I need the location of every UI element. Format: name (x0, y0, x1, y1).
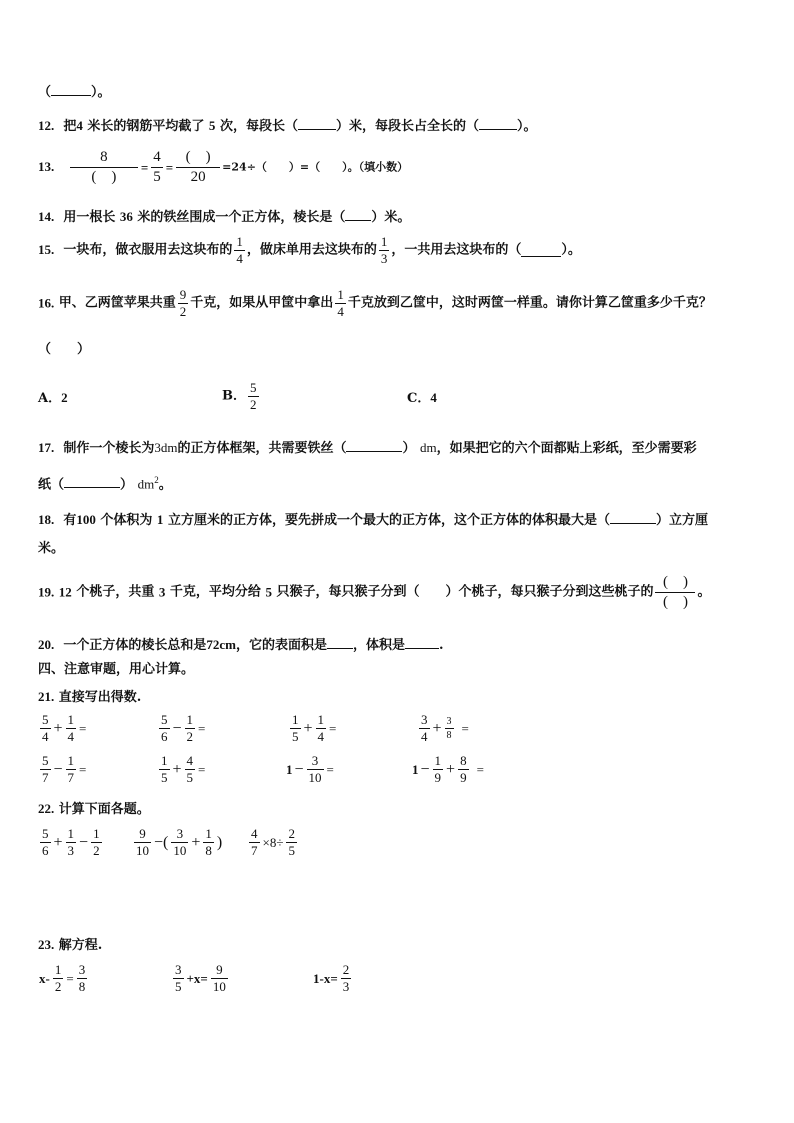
equation: x- $\frac{1}{2}$ = $\frac{3}{8}$ (39, 962, 86, 994)
calc-item: $\frac{3}{4}$ + $\frac{3}{8}$ = (421, 712, 469, 744)
fraction: $\frac{1}{8}$ (205, 826, 212, 858)
question-16: 16. 甲、乙两筐苹果共重 $\frac{9}{2}$ 千克，如果从甲筐中拿出 $\frac{1}{4}$ 千克放到乙筐中，这时两筐一样重。请你计算乙筐重多少千克？ (38, 287, 712, 319)
calc-item: $\frac{1}{5}$ + $\frac{4}{5}$ = (161, 753, 206, 785)
fraction: $\frac{3}{8}$ (446, 716, 452, 741)
fraction: $\frac{3}{8}$ (78, 962, 86, 994)
calc-expression: $\frac{9}{10}$ −( $\frac{3}{10}$ + $\frac{1}{8}$ ) (136, 826, 223, 858)
option-b[interactable]: B． $\frac{5}{2}$ (222, 380, 257, 412)
fraction: $\frac{1}{4}$ (317, 712, 325, 744)
answer-blank[interactable] (64, 475, 120, 488)
answer-paren: （ ） (38, 342, 91, 357)
fraction: $\frac{1}{4}$ (67, 712, 75, 744)
calc-expression: $\frac{5}{6}$ + $\frac{1}{3}$ − $\frac{1}{2}$ (42, 826, 100, 858)
question-22-title: 22. 计算下面各题。 (38, 801, 150, 817)
question-13: 13. 8 ( ) = $\frac{4}{5}$ = ( ) 20 =24÷（ ）=（ ）。（填小数） (38, 149, 409, 185)
fraction: $\frac{3}{5}$ (175, 962, 182, 994)
calc-item: 1 − $\frac{3}{10}$ = (286, 753, 334, 785)
fraction: $\frac{1}{3}$ (380, 234, 388, 266)
fraction: $\frac{1}{7}$ (67, 753, 75, 785)
calc-item: 1 − $\frac{1}{9}$ + $\frac{8}{9}$ = (412, 753, 484, 785)
question-18-cont: 米。 (38, 541, 65, 556)
answer-blank[interactable] (327, 636, 353, 649)
answer-blank[interactable] (345, 208, 371, 221)
fraction: $\frac{2}{3}$ (342, 962, 350, 994)
calc-item: $\frac{5}{7}$ − $\frac{1}{7}$ = (42, 753, 87, 785)
answer-blank[interactable] (346, 439, 402, 452)
fraction: ( ) ( ) (655, 573, 695, 612)
fraction: $\frac{4}{7}$ (251, 826, 258, 858)
fraction: $\frac{4}{5}$ (186, 753, 194, 785)
fraction: $\frac{9}{2}$ (179, 287, 187, 319)
answer-blank[interactable] (51, 83, 91, 96)
fraction: $\frac{3}{4}$ (421, 712, 428, 744)
answer-blank[interactable] (479, 117, 517, 130)
fraction: $\frac{5}{7}$ (42, 753, 49, 785)
option-c[interactable]: C．4 (407, 390, 437, 406)
equation: $\frac{3}{5}$ +x= $\frac{9}{10}$ (175, 962, 226, 994)
fraction: $\frac{4}{5}$ (153, 149, 161, 185)
fraction: $\frac{5}{6}$ (42, 826, 49, 858)
calc-expression: $\frac{4}{7}$ ×8÷ $\frac{2}{5}$ (251, 826, 295, 858)
fraction: $\frac{8}{9}$ (460, 753, 467, 785)
answer-blank[interactable] (521, 244, 561, 257)
calc-item: $\frac{1}{5}$ + $\frac{1}{4}$ = (292, 712, 337, 744)
fraction: $\frac{1}{2}$ (54, 962, 62, 994)
question-20: 20. 一个正方体的棱长总和是72cm，它的表面积是 ，体积是 . (38, 637, 444, 653)
answer-blank[interactable] (405, 636, 439, 649)
answer-blank[interactable] (610, 511, 656, 524)
fraction: $\frac{1}{4}$ (337, 287, 344, 319)
fraction: $\frac{9}{10}$ (136, 826, 149, 858)
question-21-title: 21. 直接写出得数. (38, 689, 142, 705)
fraction: $\frac{3}{10}$ (173, 826, 187, 858)
fraction: $\frac{1}{5}$ (292, 712, 299, 744)
fraction: $\frac{5}{2}$ (250, 380, 257, 412)
fraction: $\frac{1}{2}$ (186, 712, 194, 744)
question-12: 12. 把4 米长的钢筋平均截了 5 次，每段长（ ）米，每段长占全长的（ ）。 (38, 118, 537, 134)
equation: 1-x= $\frac{2}{3}$ (313, 962, 350, 994)
question-17: 17. 制作一个棱长为3dm的正方体框架，共需要铁丝（ ） dm，如果把它的六个面都贴上彩纸，至少需要彩 (38, 440, 697, 456)
question-14: 14. 用一根长 36 米的铁丝围成一个正方体，棱长是（ ）米。 (38, 209, 411, 225)
question-18: 18. 有100 个体积为 1 立方厘米的正方体，要先拼成一个最大的正方体，这个正方体的体积最大是（ ）立方厘 (38, 512, 708, 528)
calc-item: $\frac{5}{4}$ + $\frac{1}{4}$ = (42, 712, 87, 744)
fraction: $\frac{1}{5}$ (161, 753, 168, 785)
fraction: $\frac{2}{5}$ (288, 826, 295, 858)
fraction: ( ) 20 (176, 148, 220, 187)
fraction: 8 ( ) (70, 148, 138, 187)
fraction: $\frac{1}{3}$ (67, 826, 75, 858)
fraction: $\frac{1}{9}$ (434, 753, 442, 785)
q11-tail: （ ）。 (38, 85, 111, 100)
fraction: $\frac{5}{6}$ (161, 712, 168, 744)
question-19: 19. 12 个桃子，共重 3 千克，平均分给 5 只猴子，每只猴子分到（ ）个桃子，每只猴子分到这些桃子的 ( ) ( ) 。 (38, 574, 711, 610)
answer-blank[interactable] (298, 117, 336, 130)
calc-item: $\frac{5}{6}$ − $\frac{1}{2}$ = (161, 712, 206, 744)
question-17-cont: 纸（ ） $dm^2$。 (38, 475, 172, 493)
section-heading: 四、注意审题，用心计算。 (38, 662, 195, 677)
question-15: 15. 一块布，做衣服用去这块布的 $\frac{1}{4}$ ，做床单用去这块布的 $\frac{1}{3}$ ，一共用去这块布的（ ）。 (38, 234, 581, 266)
option-a[interactable]: A．2 (38, 390, 68, 406)
fraction: $\frac{1}{2}$ (93, 826, 100, 858)
fraction: $\frac{3}{10}$ (308, 753, 322, 785)
question-23-title: 23. 解方程. (38, 937, 103, 953)
fraction: $\frac{5}{4}$ (42, 712, 49, 744)
fraction: $\frac{1}{4}$ (236, 234, 243, 266)
fraction: $\frac{9}{10}$ (212, 962, 226, 994)
